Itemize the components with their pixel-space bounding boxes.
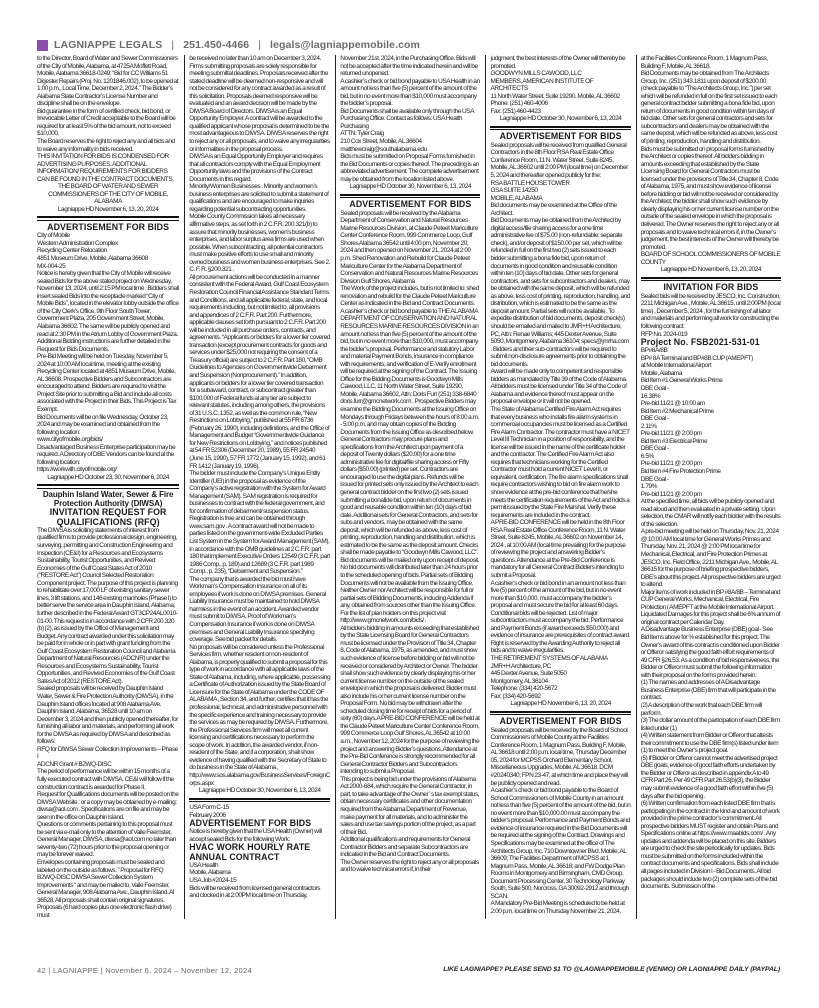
notice-paragraph: Sealed proposals will be received by the Alabama Department of Conservation and Natural Resources Marine Resources Division, at Claude Peteet Mariculture Center Conference Room, 999 Commerce Loop, Gulf Shores Alabama 36542 until 4:00 pm, November 20, 2024 and then opened on November 21, 2024 at 2:00 p.m. Shed Renovation and Rebuild for Claude Peteet Mariculture Center for the Alabama Department of Conservation and Natural Resources Marine Resources Division Gulf Shores, Alabama	[340, 209, 479, 285]
notice-paragraph: Major items of work included in BP #8A/8B – Terminal and CUP General Works, Mechanical, Electrical, Fire Protection ( AMEPFT at the Mobile International Airport. Liquidated Damages for this project shall be 6% annum of original contract per Calendar Day.	[640, 588, 781, 626]
notice-paragraph: judgment, the best interests of the Owner will thereby be promoted.	[490, 55, 626, 70]
notice-signature: THE BOARD OF WATER AND SEWER COMMISSIONERS OF THE CITY OF MOBILE, ALABAMA	[48, 183, 169, 206]
issue-dates: November 6, 2024 – November 12, 2024	[105, 966, 252, 975]
notice-address-lines: THE RETIREMENT SYSTEMS OF ALABAMA JMR+H Architecture, PC 445 Dexter Avenue, Suite 5050 Montgomery, AL 36104 Telephone: (334) 420-5672 Fax: (334) 420-5692	[490, 655, 608, 700]
notice-paragraph: DIWSA is an Equal Opportunity Employer and requires that all contractors comply with the Equal Employment Opportunity laws and the provisions of the Contract Documents in this regard.	[189, 153, 323, 183]
notice-paragraph: (1) The names and addresses of A Disadvantage Business Enterprise (DBE) firm that will participate in the contract.	[640, 679, 776, 702]
notice-paragraph: https://workwith.cityofmobile.org/	[37, 466, 117, 474]
notice-divider	[490, 126, 630, 131]
notice-paragraph: A pre-bid meeting will be held on Thursday, Nov. 21, 2024 @ 10:00 AM local time for General Works Primes and Thursday, Nov. 21, 2024 @ 2:00 PM local time for Mechanical, Electrical, and Fire Protection Primes at JESCO, Inc. Field Office, 2211 Michigan Ave., Mobile, AL 36615 for the purpose of briefing prospective bidders, DBE’s about this project. All prospective bidders are urged to attend.	[640, 528, 781, 589]
notice-signature: Lagniappe HD October 30, November 6, 13, 2024	[349, 183, 472, 191]
notice-paragraph: THIS INVITATION FOR BIDS IS CONDENSED FOR ADVERTISING PURPOSES. ADDITIONAL INFORMATION/ REQUIREMENTS FOR BIDDERS CAN BE FOUND IN THE CONTRACT DOCUMENTS.	[37, 153, 174, 183]
notice-paragraph: Additional qualifications and requirements for General Contractor Bidders and separate Subcontractors are indicated in the Bid and Contract Documents.	[340, 836, 471, 859]
promo-lead: LIKE LAGNIAPPE?	[443, 966, 503, 973]
column-4	[485, 55, 632, 919]
notice-paragraph: Bid guarantee in the form of certified check, bid bond, or Irrevocable Letter of Credit acceptable to the Board will be required for at least 5% of the bid amount, not to exceed $10,000.	[37, 107, 176, 138]
notice-paragraph: be received no later than 10 am on December 3, 2024. Firms submitting proposals are solely responsible for meeting submittal deadlines. Proposals received after the stated deadline will be deemed non-responsive and will not be considered for any contract awarded as a result of this solicitation. Proposals deemed responsive will be evaluated and an award decision will be made by the DIWSA Board of Directors. DIWSA is an Equal Opportunity Employer. A contract will be awarded to the qualified applicant whose proposal is determined to be the most advantageous to DIWSA. DIWSA reserves the right to reject any or all proposals, and to waive any irregularities or informalities in the proposal process.	[189, 55, 330, 153]
notice-paragraph: At the specified time, all bids will be publicly opened and read aloud and then evaluated in a private setting. Upon selection, the CMAR will notify each bidder with the results of the selection.	[640, 498, 781, 528]
notice-paragraph: A Mandatory Pre-Bid Meeting is scheduled to be held at 2:00 p.m. local time on Thursday November 21, 2024,	[490, 900, 625, 915]
notice-divider	[37, 484, 179, 489]
notice-paragraph: Bids must be submitted on Proposal Forms furnished in the Bid Documents or copies thereof. The preceding is an abbreviated advertisement. The complete advertisement may be obtained from the location listed above.	[340, 153, 479, 183]
notice-paragraph: ADCNR Grant # B2WQ-DISC	[37, 760, 112, 768]
header-separator: |	[171, 39, 175, 51]
notice-paragraph: Notice is hereby given that the USA Health (Owner) will accept sealed Bids for the following Work:	[189, 828, 322, 843]
publication-name: LAGNIAPPE LEGALS	[54, 39, 163, 51]
notice-divider	[340, 194, 480, 199]
notice-signature: Lagniappe HD November 6, 13, 20, 2024	[510, 700, 611, 708]
notice-paragraph: All procurement actions will be conducted in a manner consistent with the Federal Award, Gulf Coast Ecosystem Restoration Council Financial Assistance Standard Terms and Conditions, and all applicable federal, state, and local requirements including, but not limited to, all provisions and appendices of 2 C.F.R. Part 200. Furthermore, applicable clauses set forth pursuant to 2 C.F.R. Part 200 will be included in all purchase orders, contracts, and agreements. “Applicants or bidders for a lower tier covered transaction (except procurement contracts for goods and services under $25,000 not requiring the consent of a Treasury official) are subject to 2 C.F.R. Part 180, “OMB Guidelines to Agencies on Governmentwide Debarment and Suspension (Nonprocurement).” In addition, applicants or bidders for a lower tier covered transaction for a subaward, contract, or subcontract greater than $100,000 of Federal funds at any tier are subject to relevant statutes, including among others, the provisions of 31 U.S.C. 1352, as well as the common rule, “New Restrictions on Lobbying,” published at 55 FR 6736 (February 26, 1990), including definitions, and the Office of Management and Budget “Governmentwide Guidance for New Restrictions on Lobbying,” and notices published at 54 FR 52306 (December 20, 1989), 55 FR 24540 (June 15, 1990), 57 FR 1772 (January 15, 1992), and 61 FR 1412 (January 19, 1996).	[189, 273, 330, 470]
promo-text: PLEASE SEND $1 TO @LAGNIAPPEMOBILE (VENMO) OR LAGNIAPPE DAILY (PAYPAL)	[502, 966, 780, 973]
notice-signature: Lagniappe HD November 6, 13, 20, 2024	[660, 266, 762, 274]
column-2	[184, 55, 332, 919]
notice-divider	[641, 277, 781, 282]
notice-address-lines: RSA BATTLE HOUSE TOWER GSA SUITE 14250 MOBILE, ALABAMA	[490, 179, 570, 202]
notice-paragraph: (2) A description of the work that each DBE firm will perform.	[640, 701, 762, 717]
notice-large-heading: HVAC WORK HOURLY RATE ANNUAL CONTRACT	[189, 842, 311, 862]
notice-paragraph: A cashier’s check or bid bond payable to THE ALABAMA DEPARTMENT OF CONSERVATION AND NATURAL RESOURCES MARINE RESOURCES DIVISION in an amount not less than five (5) percent of the amount of the bid, but in no event more than $10,000, must accompany the bidder’s proposal. Performance and statutory Labor and material Payment Bonds, insurance in compliance with requirements, and verification of E-Verify enrollment will be required at the signing of the Contract. The Issuing Office for the Bidding Documents is Goodwyn Mills Cawood, LLC, 11 North Water Street, Suite 19290, Mobile, Alabama 36602, Attn: Doris Furr (251) 338-6840 doris.furr@gmcnetwork.com . Prospective Bidders may examine the Bidding Documents at the Issuing Office on Mondays through Fridays between the hours of 8:00 a.m. - 5:00 p.m. and may obtain copies of the Bidding Documents from the Issuing Office as described below.	[340, 307, 480, 436]
notice-paragraph: Sealed bids will be received by JESCO, Inc. Construction, 2211 Michigan Ave., Mobile, AL 36615, until 2:00PM (local time) , December 5, 2024 , for the furnishing of all labor and materials and performing all work for constructing the following contract:	[640, 292, 781, 330]
notice-paragraph: Minority/Women Businesses . Minority and women’s business enterprises are solicited to submit a statement of qualifications and are encouraged to make inquiries regarding potential subcontracting opportunities.	[189, 183, 329, 213]
notice-paragraph: The Owner reserves the right to reject any or all proposals and to waive technical errors if, in their	[340, 858, 479, 874]
notice-paragraph: Bids will be received from licensed general contractors and clocked in at 2:00PM local time on Thursday,	[189, 884, 321, 900]
notice-large-heading: ADVERTISEMENT FOR BIDS	[189, 818, 312, 829]
notice-paragraph: Sealed proposals will be received from qualified General Contractors in the 8th Floor RSA Real Estate Office Conference Room, 11 N. Water Street, Suite 8245, Mobile, AL 36602 until 2:00 PM (local time) on December 5, 2024 and thereafter opened publicly for the:	[490, 141, 628, 180]
column-3	[335, 55, 482, 919]
notice-paragraph: RFP No. 2024-019	[640, 330, 688, 338]
notice-paragraph: A Disadvantage Business Enterprise (DBE) goal - See Bid Items above for % established for this project. The Owner’s award of this contract is conditioned upon Bidder or Offeror satisfying the good faith effort requirements of 49 CFR §26.53. As a condition of bid responsiveness, the Bidder or Offeror must submit the following information with their proposal on the forms provided herein:	[640, 626, 780, 679]
notice-heading: ADVERTISEMENT FOR BIDS	[499, 716, 622, 727]
notice-paragraph: (5) If Bidder or Offeror cannot meet the advertised project DBE goals; evidence of good faith efforts undertaken by the Bidder or Offeror as described in appendix A to 49 CFR Part 26. Per 49 CFR Part 26.53(b)(3), the Bidder may submit evidence of a good faith effort within five (5) days after the bid opening .	[640, 754, 778, 800]
legal-notices-columns	[37, 55, 783, 919]
column-1	[37, 55, 181, 919]
notice-address-lines: USA Form C-15 February 2006	[189, 804, 229, 819]
notice-paragraph: Award will be made only to competent and responsible bidders as mandated by Title 39 of the Code of Alabama. All bidders must be licensed under Title 34 of the Code of Alabama and evidence thereof must appear on the proposal envelope or it will not be opened.	[490, 368, 628, 406]
notice-paragraph: The period of performance will be within 15 months of a fully executed contract with DIWSA. CE&I will follow if the construction contract is awarded for Phase II.	[37, 768, 174, 791]
notice-paragraph: For the list of plan holders on this project visit http://www.gmcnetwork.com/bids/ .	[340, 609, 446, 625]
notice-heading: INVITATION REQUEST FOR QUALIFICATIONS (RFQ)	[49, 507, 167, 527]
notice-paragraph: Bids must be submitted on proposal forms furnished by the Architect or copies thereof. All bidders bidding in amounts exceeding that established by the State Licensing Board for General Contractors must be licensed under the provisions of Title 34, Chapter 8, Code of Alabama, 1975, and must show evidence of license before bidding or bid will not be received or considered by the Architect; the bidder shall show such evidence by clearly displaying his or her current license number on the outside of the sealed envelope in which the proposal is delivered. The Owner reserves the right to reject any or all proposals and to waive technical errors if, in the Owner’s judgement, the best interests of the Owner will thereby be promoted.	[640, 145, 779, 251]
page-number: 42	[37, 966, 46, 975]
notice-divider	[490, 711, 630, 716]
notice-paragraph: Bid documents may be examined at the Office of the Architect.	[490, 202, 617, 217]
notice-large-heading: Project No. FSB2021-531-01	[640, 337, 760, 348]
notice-paragraph: at the Facilities Conference Room, 1 Magnum Pass, Building F, Mobile, AL 36618.	[640, 55, 768, 70]
brand-square-icon	[37, 40, 48, 51]
notice-paragraph: Sealed proposals will be received by Dauphin Island Water, Sewer & Fire Protection Authority (DIWSA), in the Dauphin Island offices located at 908 Alabama Ave. Dauphin Island, Alabama, 36528 until 10 am on December 3, 2024 and then publicly opened thereafter, for furnishing all labor and materials, and performing all work for the DIWSA as required by DIWSA and described as follows:	[37, 685, 178, 746]
header-email[interactable]: legals@lagniappemobile.com	[270, 39, 420, 51]
notice-paragraph: This project is being bid under the provisions of Alabama Act 2000-684, which require the General Contractor, in part, to take advantage of the Owner ’ s tax exempt status, obtain necessary certificates and other documentation required from the Alabama Department of Revenue, make payment for all materials, and to administer the sales and use tax savings portion of the project, as a part of their Bid.	[340, 775, 480, 836]
notice-paragraph: A cashier’s check or bid bond payable to USA Health in an amount not less than five (5) percent of the amount of the bid, but in no event more than $10,000 must accompany the bidder’s proposal.	[340, 77, 480, 108]
notice-paragraph: A PRE-BID CONFERENCE will be held in the 8th Floor RSA Real Estate Office Conference Room, 11 N. Water Street, Suite 8245, Mobile, AL 36602 on November 14, 2024 , at 10:00 AM (local time prevailing) for the purpose of reviewing the project and answering Bidder’s questions. Attendance at the Pre-Bid Conference is mandatory for all General Contract Bidders intending to submit a Proposal.	[490, 519, 626, 579]
notice-paragraph: The DIWSA is soliciting statements of interest from qualified firms to provide professional design, engineering, surveying, permitting and Construction Engineering and Inspection (CE&I) for a Resources and Ecosystems Sustainability, Tourist Opportunities, and Revived Economies of the Gulf Coast States Act of 2010 (“RESTORE Act”) Council Selected Restoration Component project. The purpose of this project is planning to rehabilitate over 17,000 LF of existing sanitary sewer lines, 3 lift stations, and 146 existing manholes (Phase I) to better serve the service area in Dauphin Island, Alabama; further described in the Federal Award GT3CP24AL0010-01-00. This request is in accordance with 2 CFR 200.320 (b) (2), as issued by the Office of Management and Budget. Any contract awarded under this solicitation may be paid for in whole or in part with grant funding from the Gulf Coast Ecosystem Restoration Council and Alabama Department of Natural Resources (ADCNR) under the Resources and Ecosystems Sustainability, Tourist Opportunities, and Revived Economies of the Gulf Coast Sates Act of 2012 (RESTORE Act).	[37, 526, 178, 685]
notice-paragraph: BOARD OF SCHOOL COMMISSIONERS OF MOBILE COUNTY	[640, 251, 781, 266]
notice-paragraph: Disadvantaged Business Enterprise participation may be required. A Directory of DBE Vendors can be found at the following location:	[37, 443, 176, 466]
notice-paragraph: (3) The dollar amount of the participation of each DBE firm listed under (1)	[640, 717, 780, 732]
notice-paragraph: Envelopes containing proposals must be sealed and labeled on the outside as follows: ” Proposal for RFQ B2WQ-DISC DIWSA Sewer Collection System Improvements ” and may be mailed to, Vaile Feemster, General Manager, 908 Alabama Ave., Dauphin Island, Al 36528. All proposals shall contain original signatures. Proposals (6 hard copies plus one electronic flash drive) must	[37, 859, 175, 919]
notice-paragraph: www.cityofmobile.org/bids/	[37, 436, 103, 444]
notice-signature: Lagniappe HD October 30, November 6, 13, 2024	[198, 787, 321, 795]
notice-address-lines: City of Mobile Western Administration Complex Recycling Center Relocation 4851 Museum Drive, Mobile, Alabama 36608 MX-004-25	[37, 232, 148, 270]
notice-divider	[37, 216, 179, 221]
notice-paragraph: The bidder must include the Company’s Unique Entity Identifier (UEI) in the proposal as evidence of the Company’s active registration with the System for Award Management (SAM). SAM registration is required for businesses to contract with the federal government, and for confirmation of debarment/ suspension status. Registration is free and can be obtained through www.sam.gov . A contract award will not be made to parties listed on the government-wide Excluded Parties List System in the System for Award Management (SAM), in accordance with the OMB guidelines at 2 C.F.R. part 180 that implement Executive Orders 12549 (3 C.F.R. part 1986 Comp., p. 189) and 12689 (3 C.F.R. part 1989 Comp., p. 235), “Debarment and Suspension.”	[189, 470, 330, 576]
notice-address-lines: ATTN: Tyler Craig 210 Cox Street, Mobile, AL 36604 matthewcraig@southalabama.edu	[340, 130, 427, 153]
notice-signature: Lagniappe HD October 30, November 6, 13, 2024	[499, 115, 622, 123]
notice-paragraph: All bidders bidding in amounts exceeding that established by the State Licensing Board for General Contractors must be licensed under the Provision of Title 34, Chapter 8, Code of Alabama, 1975, as amended, and must show such evidence of license before bidding or bid will not be received or considered by Architect or Owner. The bidder shall show such evidence by clearly displaying his or her current license number on the outside of the sealed envelope in which the proposal is delivered; Bidder must also include his or her current license number on the Proposal Form. No bid may be withdrawn after the scheduled closing time for receipt of bids for a period of sixty (60) days.A PRE-BID CONFERENCE will be held at the Claude Peteet Mariculture Center Conference Room, 999 Commerce Loop Gulf Shores, AL 36542 at 10:00 a.m., November 12, 2024 for the purpose of reviewing the project and answering Bidder’s questions. Attendance at the Pre-Bid Conference is strongly recommended for all General Contractor Bidders and Subcontractors intending to submit a Proposal.	[340, 624, 480, 776]
notice-address-lines: USA Health Mobile, Alabama USA Job #2024-15	[189, 861, 237, 884]
header-separator: |	[258, 39, 262, 51]
notice-address-lines: BP#8A/8B BP# 8A Terminal and BP#8B CUP (AMEPFT) at Mobile International Airport Mobile, Alabama Bid Item #1 General Works Prime DBE Goal - 16.38% Pre-bid 11/21 @ 10:00 am Bid Item #2 Mechanical Prime DBE Goal - 2.11% Pre-bid 11/21 @ 2:00 pm Bid Item #3 Electrical Prime DBE Goal - 6.5% Pre-bid 11/21 @ 2:00 pm Bid Item #4 Fire Protection Prime DBE Goal - 1.79% Pre-bid 11/21 @ 2:00 pm	[640, 347, 753, 498]
notice-paragraph: November 21st, 2024, in the Purchasing Office. Bids will not be accepted after the time indicated herein and will be returned unopened.	[340, 55, 478, 78]
header-phone: 251.450-4466	[183, 39, 250, 51]
notice-subheading: Dauphin Island Water, Sewer & Fire Protection Authority (DIWSA)	[42, 489, 174, 508]
notice-paragraph: Bid Documents will be on file Wednesday, October 23, 2024 and may be examined and obtained from the following location:	[37, 413, 169, 436]
notice-paragraph: Sealed proposals will be received by the Board of School Commissioners of Mobile County at the Facilities Conference Room, 1 Magnum Pass, Building F, Mobile, AL 36618 until 2:00 p.m. local time, Thursday December 05, 2024 for MCPSS Orchard Elementary School, Miscellaneous Upgrades, Mobile, AL 36618. DCM #20240340; FPN 23-47; at which time and place they will be publicly opened and read.	[490, 726, 628, 787]
notice-paragraph: to the Director, Board of Water and Sewer Commissioners of the City of Mobile, Alabama, at 4725A Moffett Road, Mobile, Alabama 36618-0249: “Bid for CC Williams 51 Digester Repairs (Proj. No. 1201846.002), to be opened at 1:00 p.m., Local Time, December 2, 2024.” The Bidder’s Alabama State Contractor’s License Number and discipline shall be on the envelope.	[37, 55, 179, 108]
notice-paragraph: Bid Documents shall be available only through the USA Purchasing Office. Contact as follows: USA Health Purchasing	[340, 107, 474, 130]
page-footer-promo	[443, 966, 780, 973]
notice-paragraph: The Work of the project includes, but is not limited to: shed renovation and rebuild for the Claude Peteet Mariculture Center as indicated in the Bid and Contract Documents.	[340, 285, 479, 308]
notice-paragraph: RFQ for DIWSA Sewer Collection Improvements – Phase I	[37, 745, 178, 761]
notice-paragraph: The Board reserves the right to reject any and all bids and to waive any informality in bids received.	[37, 138, 175, 153]
notice-paragraph: Bid Documents may be obtained from The Architects Group, Inc. (251) 343.1811 upon deposit of $200.00 (check payable to “The Architects Group, Inc.”) per set which will be refunded in full on the first set issued to each general contract bidder submitting a bona fide bid, upon return of documents in good condition within ten days of bid date. Other sets for general contractors and sets for subcontractors and dealers may be obtained with the same deposit, which will be refunded as above, less cost of printing, reproduction, handling and distribution.	[640, 70, 778, 146]
notice-paragraph: Request for Qualifications documents will be posted on the DIWSA Website : or a copy may be obtained by e-mailing: diwsa@aol.com . Specifications are on file and may be seen in the office on Dauphin Island.	[37, 791, 179, 821]
page-footer-left: 42 | LAGNIAPPE | November 6, 2024 – November 12, 2024	[37, 966, 252, 975]
notice-paragraph: (4) Written statement from Bidder or Offeror that attests their commitment to use the DBE firm(s) listed under item (1) to meet the Owner’s project goal.	[640, 732, 779, 755]
notice-heading: INVITATION FOR BIDS	[663, 282, 759, 293]
notice-paragraph: General Contractors may procure plans and specifications from the Architect upon payment of a deposit of Twenty dollars ($20.00) for a one time administrative fee for digital/file sharing access or Fifty dollars ($50.00) (printed) per set. Contractors are encouraged to use the digital plans. Refunds will be issued for printed sets only issued by the Architect to each general contract bidder on the first two (2) sets issued submitting a bonafide bid, upon return of documents in good and reusable condition within ten (10) days of bid date. Additional sets for General Contractors, and sets for subs and vendors, may be obtained with the same deposit, which will be refunded as above, less cost of printing, reproduction, handling and distribution, which is estimated to be the same as the deposit amount. Checks shall be made payable to “Goodwyn Mills Cawood, LLC”. Bid documents will be mailed only upon receipt of deposit. No bid documents will distributed later than 24 hours prior to the scheduled opening of bids. Partial sets of Bidding Documents will not be available from the Issuing Office. Neither Owner nor Architect will be responsible for full or partial sets of Bidding Documents, including Addenda if any, obtained from sources other than the Issuing Office.	[340, 436, 480, 610]
column-5	[636, 55, 783, 919]
page-header	[37, 38, 420, 52]
notice-signature: Lagniappe HD November 6, 13, 20, 2024	[57, 205, 159, 213]
footer-brand: LAGNIAPPE	[52, 966, 99, 975]
notice-paragraph: The State of Alabama Certified Fire Alarm Act requires that every business who installs fire alarm systems in commercial occupancies must be licensed as a Certified Fire Alarm Contractor. The contractor must have a NICET Level III Technician in a position of responsibility, and the license will be issued in the name of the certificate holder and the contractor. The Certified Fire Alarm Act also requires that technicians working for the Certified Contractor must hold a current NICET Level II, or equivalent, certification. The fire alarm specifications shall require contractors wishing to bid on fire alarm work to show evidence at the pre-bid conference that he/she meets the certification requirements of the Act and holds a permit issued by the State Fire Marshal. Verify these requirements are included in the contract.	[490, 405, 630, 519]
notice-heading: ADVERTISEMENT FOR BIDS	[499, 131, 622, 142]
notice-paragraph: A cashier’s check or bid bond in an amount not less than five (5) percent of the amount of the bid, but in no event more than $10,000, must accompany the bidder’s proposal and must secure the bid for at least 60 days. Conditional bids will be rejected. List of major subcontractors must accompany the bid. Performance and Payment Bonds (if award exceeds $50,000) and evidence of insurance are prerequisites of contract award. Right is reserved by the Awarding Authority to reject all bids and to waive irregularities.	[490, 579, 631, 655]
notice-paragraph: Notice is hereby given that the City of Mobile will receive sealed Bids for the above stated project on Wednesday, November 13, 2024, until 2:15 PM local time . Bidders shall insert sealed Bids into the receptacle marked “City of Mobile Bids”, located in the elevator lobby outside the office of the City Clerk’s Office, 9th Floor South Tower, Government Plaza, 205 Government Street, Mobile, Alabama 36602. The same will be publicly opened and read at 2:30 PM in the Atrium Lobby of Government Plaza. Additional Bidding instructions are further detailed in the Request for Bids Documents.	[37, 270, 179, 353]
notice-heading: ADVERTISEMENT FOR BIDS	[47, 221, 170, 232]
notice-paragraph: The company that is awarded the bid must have Workman’s Compensation Insurance on all of its employees if work is done on DIWSA premises. General Liability Insurance must be maintained to hold DIWSA harmless in the event of an accident. Awarded vendor must submit to DIWSA, Proof of Workman’s Compensation Insurance if work is done on DIWSA premises and General Liability Insurance specifying coverage. See bid packet for details.	[189, 575, 326, 644]
notice-paragraph: Questions or comments pertaining to this proposal must be sent via e-mail only to the attention of Vaile Feemster, General Manager, DIWSA, diwsa@aol.com no later than seventy-two (72) hours prior to the proposal opening or may be forever waived.	[37, 821, 176, 859]
notice-paragraph: (6) Written confirmation from each listed DBE firm that is participating in the contract in the kind and amount of work provided in the prime contractor’s commitment. All prospective bidders MUST register and obtain Plans and Specifications online at https://www.maabids.com/ . Any updates and addenda will be placed on this site. Bidders are urged to check the site periodically for updates. Bids must be submitted on the forms included within the contract documents and specifications. Bids shall include all pages included in Division I - Bid Documents. All bid packages should include two (2) complete sets of the bid documents. Submission of the	[640, 800, 780, 891]
notice-heading: ADVERTISEMENT FOR BIDS	[349, 199, 472, 210]
notice-signature: Lagniappe HD October 23, 30, November 6, 2024	[47, 473, 169, 481]
notice-divider	[189, 798, 330, 803]
notice-address-lines: GOODWYN MILLS CAWOOD, LLC MEMBERS, AMERICAN INSTITUTE OF ARCHITECTS 11 North Water Street, Suite 19290, Mobile, AL 36602 Phone: (251) 460-4006 Fax: (251) 460-4423	[490, 70, 620, 115]
notice-paragraph: Pre-Bid Meeting will be held on Tuesday, November 5, 2024 at 10:00 AM local time, meeting at the existing Recycling Center located at 4851 Museum Drive, Mobile, AL 36608. Prospective Bidders and Subcontractors are encouraged to attend. Bidders are required to visit the Project Site prior to submitting a Bid and include all costs associated with the Project in their Bids. This Project is Tax Exempt.	[37, 353, 177, 413]
notice-paragraph: Bid Documents may be obtained from the Architect by digital access/file sharing access for a one time administrative fee of $75.00 (non-refundable; separate check), and/or deposit of $150.00 per set, which will be refunded in full on the first two (2) sets issued to each bidder submitting a bona fide bid, upon return of documents in good condition and reusable condition within ten (10) days of bid date. Other sets for general contractors, and sets for subcontractors and dealers, may be obtained with the same deposit, which will be refunded as above, less cost of printing, reproduction, handling, and distribution, which is estimated to be the same as the deposit amount. Partial sets will not be available . To expedite distribution of bid documents, deposit check(s) should be emailed and mailed to JMR+H Architecture, PC, Attn: Renae Williams; 445 Dexter Avenue, Suite 5050, Montgomery, Alabama 36104; specs@jmrha.com . Bidders and their sub-contractors will be required to submit non-disclosure agreements prior to obtaining the bid documents.	[490, 217, 631, 368]
notice-paragraph: A cashier’s check or bid bond payable to the Board of School Commissioners of Mobile County in an amount not less than five (5) percent of the amount of the bid, but in no event more than $10,000.00 must accompany the bidder’s proposal. Performance and Payment Bonds and evidence of insurance required in the Bid Documents will be required at the signing of the Contract. Drawings and Specifications may be examined at the office of The Architects Group, Inc. 710 Downtowner Blvd. Mobile, AL 36609; The Facilities Department of MCPSS at 1 Magnum Pass, Mobile, AL 36618; and FW Dodge Plan Rooms in Montgomery and Birmingham, CMD Group, Document Processing Center, 30 Technology Parkway South, Suite 500, Norcross, GA 30092-2912 and through SCAN.	[490, 787, 631, 900]
notice-paragraph: No proposals will be considered unless the Professional Services firm, whether resident or non-resident of Alabama, is properly qualified to submit a proposal for this type of work in accordance with all applicable laws of the State of Alabama, including, where applicable, possessing a Certificate of Authorization issued by the State Board of Licensure for the State of Alabama under the CODE OF ALABAMA , Section 34, and further, certifies that it has the professional, technical, and administrative personnel with the specific experience and training necessary to provide the services as may be required by DIWSA. Furthermore, the Professional Services firm will meet all current licensing and certifications necessary to perform the scope of work. In addition, the awarded vendor, if non-resident of the State, and if a corporation, shall show evidence of having qualified with the Secretary of State to do business in the State of Alabama , http://www.sos.alabama.gov/BusinessServices/ForeignCorps.aspx	[189, 643, 331, 787]
notice-paragraph: Mobile County Commission takes all necessary affirmative steps, as set forth in 2 C.F.R. 200.321(b) to assure that minority businesses, women’s business enterprises, and labor surplus area firms are used when possible. When subcontracting, all potential contractors must make positive efforts to use small and minority owned business and women business enterprises. See 2. C. F. R. §200.321 .	[189, 213, 331, 274]
